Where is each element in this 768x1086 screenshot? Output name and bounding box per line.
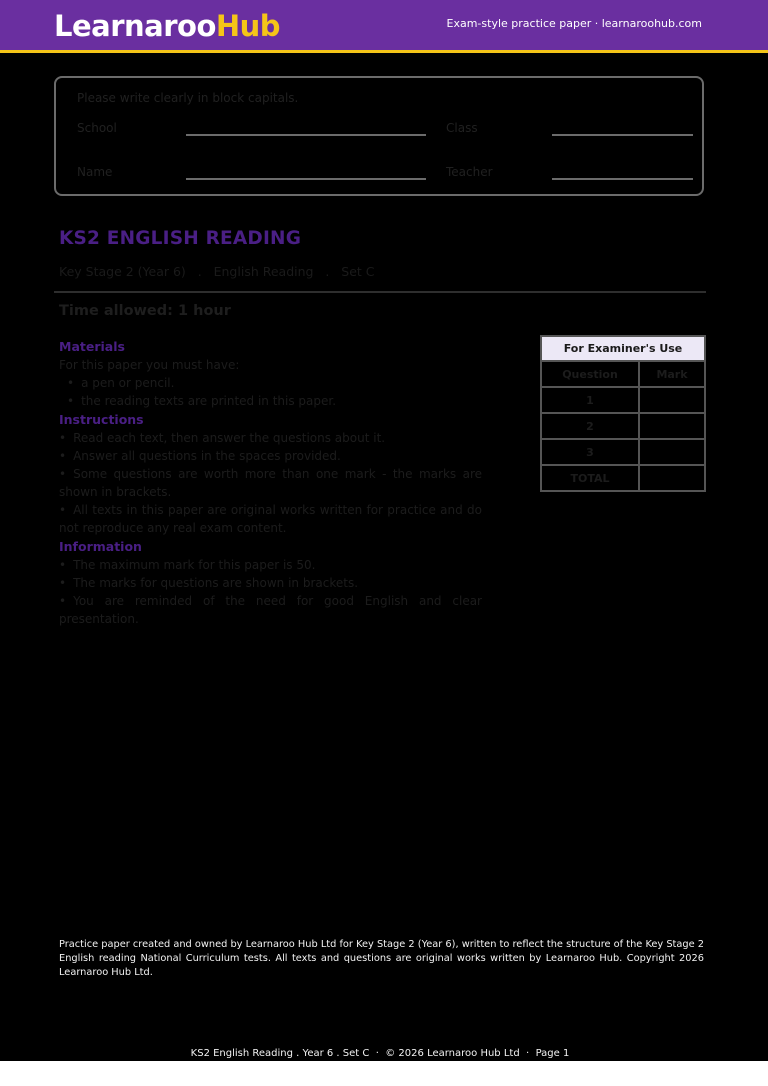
time-allowed: Time allowed: 1 hour [59,303,231,319]
information-heading: Information [59,539,142,554]
table-row [541,439,705,465]
examiner-use-table [540,335,706,492]
question-number: 2 [541,413,639,439]
header-tagline: Exam-style practice paper · learnaroohub.com [446,17,702,30]
name-label: Name [77,165,113,179]
list-item: • All texts in this paper are original works written for practice and do not reproduce any real exam content. [59,501,482,537]
class-label: Class [446,121,478,135]
section-divider [54,291,706,293]
materials-heading: Materials [59,339,125,354]
table-row [541,387,705,413]
page-footer: KS2 English Reading . Year 6 . Set C · © 2026 Learnaroo Hub Ltd · Page 1 [190,1048,570,1059]
teacher-label: Teacher [446,165,493,179]
mark-cell[interactable] [639,439,705,465]
mark-cell[interactable] [639,387,705,413]
examiner-table-caption: For Examiner's Use [541,336,705,361]
materials-intro: For this paper you must have: [59,358,240,372]
mark-cell[interactable] [639,413,705,439]
instructions-heading: Instructions [59,412,144,427]
block-capitals-note: Please write clearly in block capitals. [77,91,299,105]
page-bottom-strip [0,1061,768,1086]
school-label: School [77,121,117,135]
list-item: • Read each text, then answer the questions about it. [59,429,482,447]
materials-list [59,374,482,410]
name-field[interactable] [186,178,426,180]
total-mark-cell[interactable] [639,465,705,491]
table-row [541,465,705,491]
paper-title: KS2 ENGLISH READING [59,228,302,249]
candidate-details-box [54,76,704,196]
copyright-notice: Practice paper created and owned by Learnaroo Hub Ltd for Key Stage 2 (Year 6), written to reflect the structure of the Key Stage 2 English reading National Curriculum tests. All texts and questions are original works written by Learnaroo Hub. Copyright 2026 Learnaroo Hub Ltd. [59,939,704,978]
list-item: • a pen or pencil. [67,374,482,392]
class-field[interactable] [552,134,693,136]
school-field[interactable] [186,134,426,136]
mark-column-header: Mark [639,361,705,387]
table-row [541,413,705,439]
page-header [0,0,768,53]
list-item: • Answer all questions in the spaces provided. [59,447,482,465]
paper-subtitle: Key Stage 2 (Year 6) . English Reading . Set C [59,264,375,279]
paper-instructions [59,337,482,628]
list-item: • Some questions are worth more than one mark - the marks are shown in brackets. [59,465,482,501]
logo-text-accent: Hub [215,9,281,43]
question-number: 3 [541,439,639,465]
question-number: 1 [541,387,639,413]
list-item: • You are reminded of the need for good English and clear presentation. [59,592,482,628]
brand-logo [54,9,280,43]
list-item: • The maximum mark for this paper is 50. [59,556,482,574]
teacher-field[interactable] [552,178,693,180]
list-item: • the reading texts are printed in this paper. [67,392,482,410]
logo-text-main: Learnaroo [54,9,216,43]
total-label: TOTAL [541,465,639,491]
list-item: • The marks for questions are shown in brackets. [59,574,482,592]
question-column-header: Question [541,361,639,387]
